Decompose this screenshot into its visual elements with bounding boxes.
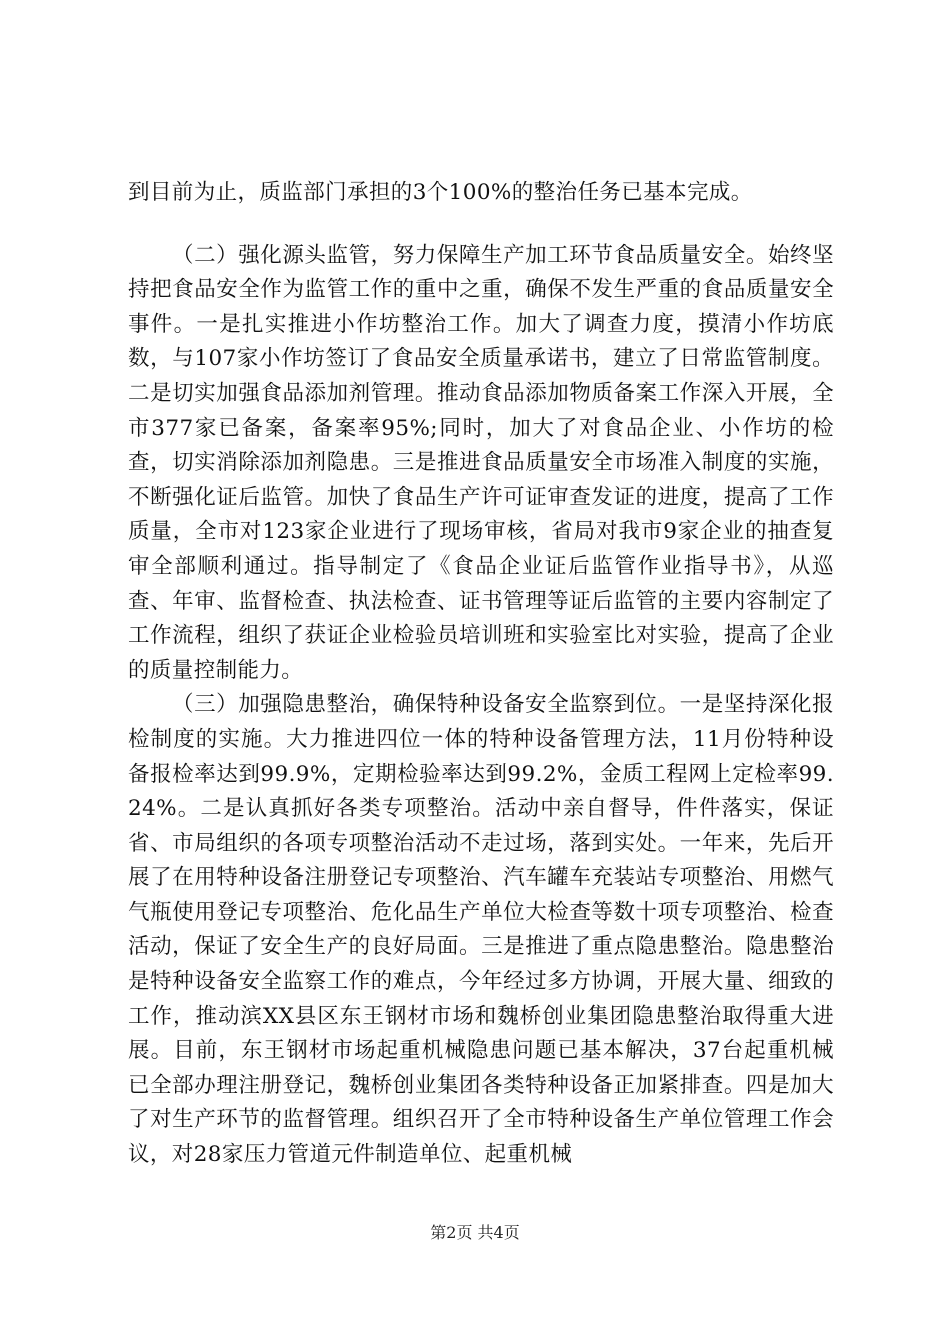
paragraph-1: 到目前为止，质监部门承担的3个100%的整治任务已基本完成。 xyxy=(128,180,753,205)
paragraph-3: （三）加强隐患整治，确保特种设备安全监察到位。一是坚持深化报检制度的实施。大力推进四位一体的特种设备管理方法，11月份特种设备报检率达到99.9%，定期检验率达到99.2%，金质工程网上定检率99.24%。二是认真抓好各类专项整治。活动中亲自督导，件件落实，保证省、市局组织的各项专项整治活动不走过场，落到实处。一年来，先后开展了在用特种设备注册登记专项整治、汽车罐车充装站专项整治、用燃气气瓶使用登记专项整治、危化品生产单位大检查等数十项专项整治、检查活动，保证了安全生产的良好局面。三是推进了重点隐患整治。隐患整治是特种设备安全监察工作的难点，今年经过多方协调，开展大量、细致的工作，推动滨XX县区东王钢材市场和魏桥创业集团隐患整治取得重大进展。目前，东王钢材市场起重机械隐患问题已基本解决，37台起重机械已全部办理注册登记，魏桥创业集团各类特种设备正加紧排查。四是加大了对生产环节的监督管理。组织召开了全市特种设备生产单位管理工作会议，对28家压力管道元件制造单位、起重机械 xyxy=(128,692,834,1168)
page-footer: 第2页 共4页 xyxy=(430,1223,520,1242)
document-body xyxy=(128,176,834,1173)
paragraph-2: （二）强化源头监管，努力保障生产加工环节食品质量安全。始终坚持把食品安全作为监管工作的重中之重，确保不发生严重的食品质量安全事件。一是扎实推进小作坊整治工作。加大了调查力度，摸清小作坊底数，与107家小作坊签订了食品安全质量承诺书，建立了日常监管制度。二是切实加强食品添加剂管理。推动食品添加物质备案工作深入开展，全市377家已备案，备案率95%;同时，加大了对食品企业、小作坊的检查，切实消除添加剂隐患。三是推进食品质量安全市场准入制度的实施，不断强化证后监管。加快了食品生产许可证审查发证的进度，提高了工作质量，全市对123家企业进行了现场审核，省局对我市9家企业的抽查复审全部顺利通过。指导制定了《食品企业证后监管作业指导书》，从巡查、年审、监督检查、执法检查、证书管理等证后监管的主要内容制定了工作流程，组织了获证企业检验员培训班和实验室比对实验，提高了企业的质量控制能力。 xyxy=(128,242,834,683)
paragraph-gap xyxy=(128,211,834,239)
